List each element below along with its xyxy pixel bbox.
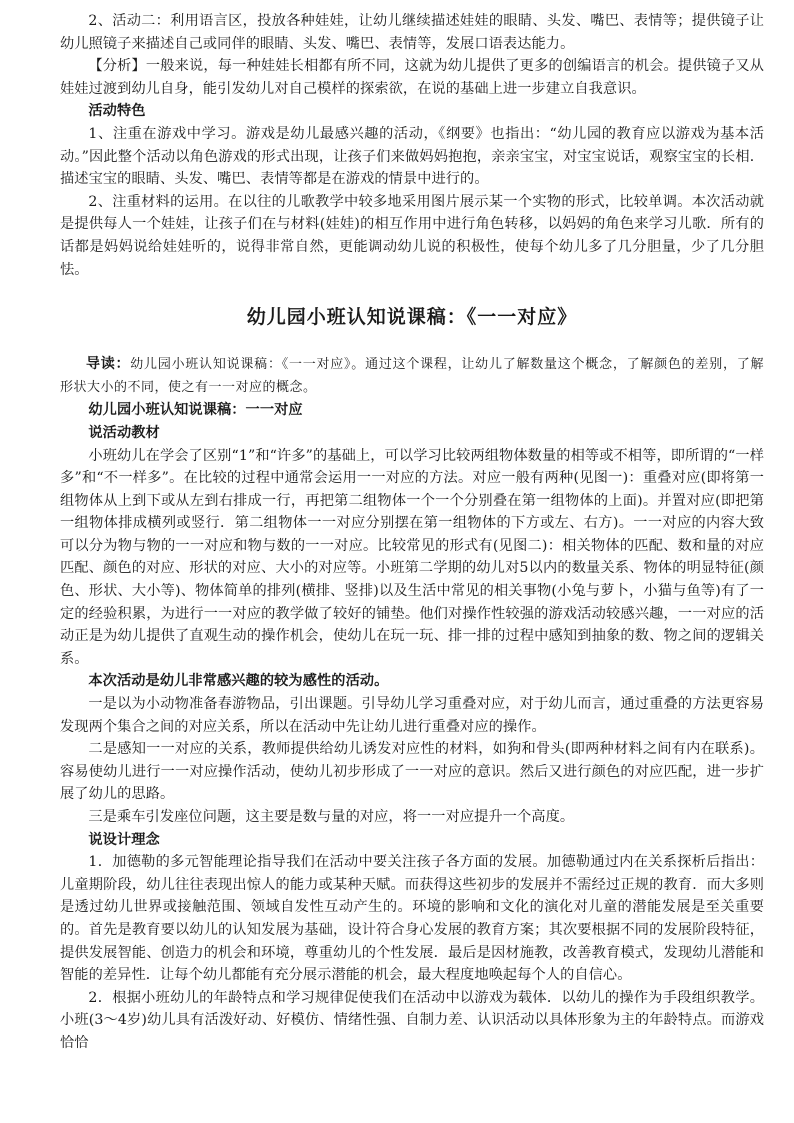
- analysis-paragraph: 【分析】一般来说，每一种娃娃长相都有所不同，这就为幼儿提供了更多的创编语言的机会。提供镜子又从娃娃过渡到幼儿自身，能引发幼儿对自己模样的探索欲，在说的基础上进一步建立自我意识。: [60, 58, 764, 97]
- materials-heading: 说活动教材: [88, 424, 160, 441]
- lead-text: 幼儿园小班认知说课稿：《一一对应》。通过这个课程，让幼儿了解数量这个概念，了解颜色的差别，了解形状大小的不同，使之有一一对应的概念。: [60, 357, 764, 395]
- subtitle-heading: 幼儿园小班认知说课稿：一一对应: [88, 402, 303, 419]
- activity-two-paragraph: 2、活动二：利用语言区，投放各种娃娃，让幼儿继续描述娃娃的眼睛、头发、嘴巴、表情等；提供镜子让幼儿照镜子来描述自己或同伴的眼睛、头发、嘴巴、表情等，发展口语表达能力。: [60, 13, 764, 52]
- feature-one-paragraph: 1、注重在游戏中学习。游戏是幼儿最感兴趣的活动，《纲要》也指出：“幼儿园的教育应以游戏为基本活动。”因此整个活动以角色游戏的形式出现，让孩子们来做妈妈抱抱，亲亲宝宝，对宝宝说话，观察宝宝的长相．描述宝宝的眼睛、头发、嘴巴、表情等都是在游戏的情景中进行的。: [60, 125, 764, 188]
- design-two-paragraph: 2．根据小班幼儿的年龄特点和学习规律促使我们在活动中以游戏为载体．以幼儿的操作为手段组织教学。小班(3～4岁)幼儿具有活泼好动、好模仿、情绪性强、自制力差、认识活动以具体形象为主的年龄特点。而游戏恰恰: [60, 989, 764, 1051]
- point-two-paragraph: 二是感知一一对应的关系，教师提供给幼儿诱发对应性的材料，如狗和骨头(即两种材料之间有内在联系)。容易使幼儿进行一一对应操作活动，使幼儿初步形成了一一对应的意识。然后又进行颜色的对应匹配，进一步扩展了幼儿的思路。: [60, 741, 764, 803]
- point-three-paragraph: 三是乘车引发座位问题，这主要是数与量的对应，将一一对应提升一个高度。: [88, 809, 575, 825]
- design-one-paragraph: 1．加德勒的多元智能理论指导我们在活动中要关注孩子各方面的发展。加德勒通过内在关系探析后指出：儿童期阶段，幼儿往往表现出惊人的能力或某种天赋。而获得这些初步的发展并不需经过正规的教育．而大多则是透过幼儿世界或接触范围、领域自发性互动产生的。环境的影响和文化的演化对儿童的潜能发展是至关重要的。首先是教育要以幼儿的认知发展为基础，设计符合身心发展的教育方案；其次要根据不同的发展阶段特征，提供发展智能、创造力的机会和环境，尊重幼儿的个性发展．最后是因材施教，改善教育模式，发现幼儿潜能和智能的差异性．让每个幼儿都能有充分展示潜能的机会，最大程度地唤起每个人的自信心。: [60, 854, 764, 984]
- article-title: 幼儿园小班认知说课稿：《一一对应》: [246, 306, 578, 329]
- lead-label: 导读：: [86, 356, 131, 373]
- feature-two-paragraph: 2、注重材料的运用。在以往的儿歌教学中较多地采用图片展示某一个实物的形式，比较单调。本次活动就是提供每人一个娃娃，让孩子们在与材料(娃娃)的相互作用中进行角色转移，以妈妈的角色来学习儿歌．所有的话都是妈妈说给娃娃听的，说得非常自然，更能调动幼儿说的积极性，使每个幼儿多了几分胆量，少了几分胆怯。: [60, 193, 764, 278]
- features-heading: 活动特色: [88, 103, 146, 120]
- materials-paragraph: 小班幼儿在学会了区别“1”和“许多”的基础上，可以学习比较两组物体数量的相等或不相等，即所谓的“一样多”和“不一样多”。在比较的过程中通常会运用一一对应的方法。对应一般有两种(见图一)：重叠对应(即将第一组物体从上到下或从左到右排成一行，再把第二组物体一个一个分别叠在第一组物体的上面)。并置对应(即把第一组物体排成横列或竖行．第二组物体一一对应分别摆在第一组物体的下方或左、右方)。一一对应的内容大致可以分为物与物的一一对应和物与数的一一对应。比较常见的形式有(见图二)：相关物体的匹配、数和量的对应匹配、颜色的对应、形状的对应、大小的对应等。小班第二学期的幼儿对5以内的数量关系、物体的明显特征(颜色、形状、大小等)、物体简单的排列(横排、竖排)以及生活中常见的相关事物(小兔与萝卜，小猫与鱼等)有了一定的经验积累，为进行一一对应的教学做了较好的铺垫。他们对操作性较强的游戏活动较感兴趣，一一对应的活动正是为幼儿提供了直观生动的操作机会，使幼儿在玩一玩、排一排的过程中感知到抽象的数、物之间的逻辑关系。: [60, 447, 764, 667]
- bold-statement: 本次活动是幼儿非常感兴趣的较为感性的活动。: [88, 673, 389, 690]
- point-one-paragraph: 一是以为小动物准备春游物品，引出课题。引导幼儿学习重叠对应，对于幼儿而言，通过重叠的方法更容易发现两个集合之间的对应关系，所以在活动中先让幼儿进行重叠对应的操作。: [60, 696, 764, 735]
- design-heading: 说设计理念: [88, 831, 160, 848]
- lead-paragraph: [60, 353, 764, 399]
